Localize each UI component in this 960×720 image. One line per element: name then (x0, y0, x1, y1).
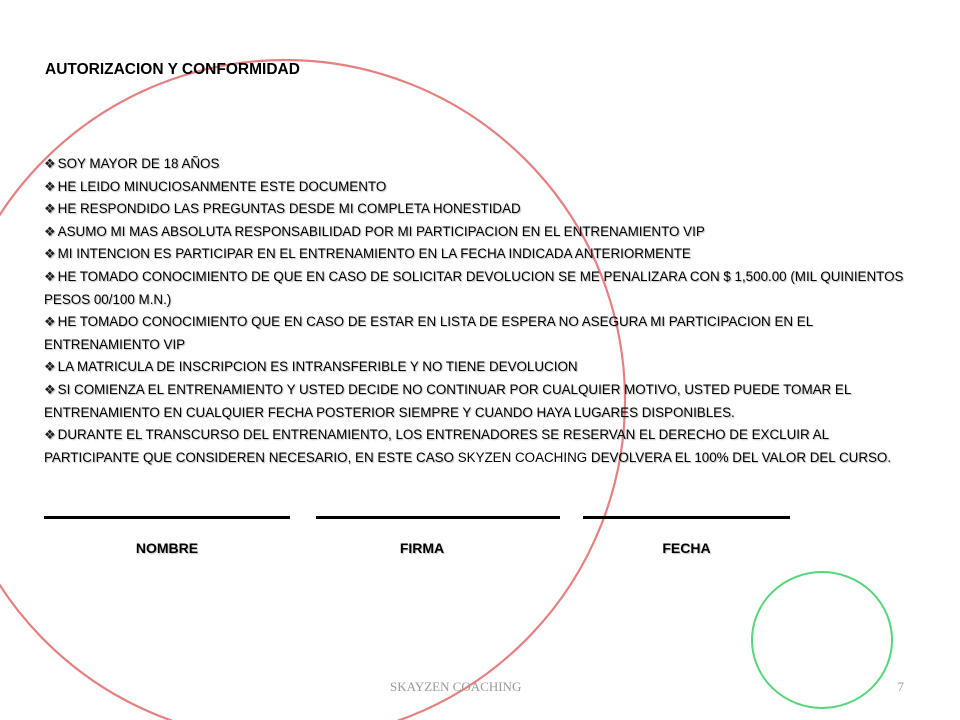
date-signature-line (583, 516, 790, 519)
name-signature-line (44, 516, 290, 519)
diamond-bullet-icon: ❖ (44, 427, 56, 443)
list-item: ❖ SI COMIENZA EL ENTRENAMIENTO Y USTED DECIDE NO CONTINUAR POR CUALQUIER MOTIVO, USTED PUEDE TOMAR EL ENTRENAMIENTO EN CUALQUIER FECHA POSTERIOR SIEMPRE Y CUANDO HAYA LUGARES DISPONIBLES. (44, 381, 851, 420)
name-label: NOMBRE (135, 540, 199, 556)
list-item: ❖ SOY MAYOR DE 18 AÑOS (44, 156, 220, 171)
footer-brand: SKAYZEN COACHING (390, 679, 522, 694)
diamond-bullet-icon: ❖ (44, 381, 56, 397)
diamond-bullet-icon: ❖ (44, 268, 56, 284)
diamond-bullet-icon: ❖ (44, 246, 56, 262)
list-item: ❖ LA MATRICULA DE INSCRIPCION ES INTRANSFERIBLE Y NO TIENE DEVOLUCION (44, 359, 578, 375)
diamond-bullet-icon: ❖ (44, 314, 56, 330)
list-item: ❖ HE LEIDO MINUCIOSANMENTE ESTE DOCUMENTO (44, 178, 387, 194)
diamond-bullet-icon: ❖ (44, 156, 56, 171)
signature-line (316, 516, 560, 519)
signature-label: FIRMA (399, 540, 445, 556)
diamond-bullet-icon: ❖ (44, 223, 56, 239)
list-item: ❖ DURANTE EL TRANSCURSO DEL ENTRENAMIENTO, LOS ENTRENADORES SE RESERVAN EL DERECHO DE EXCLUIR AL PARTICIPANTE QUE CONSIDEREN NECESARIO, EN ESTE CASO SKYZEN COACHING DEVOLVERA EL 100% DEL VALOR DEL CURSO. (44, 427, 892, 465)
conformity-list (44, 153, 914, 469)
list-item: ❖ HE TOMADO CONOCIMIENTO DE QUE EN CASO DE SOLICITAR DEVOLUCION SE ME PENALIZARA CON $ 1,500.00 (MIL QUINIENTOS PESOS 00/100 M.N.) (44, 268, 904, 307)
list-item: ❖ ASUMO MI MAS ABSOLUTA RESPONSABILIDAD POR MI PARTICIPACION EN EL ENTRENAMIENTO VIP (44, 223, 705, 239)
date-label: FECHA (662, 540, 711, 556)
brand-name: SKYZEN COACHING (457, 449, 588, 465)
list-item: ❖ HE TOMADO CONOCIMIENTO QUE EN CASO DE ESTAR EN LISTA DE ESPERA NO ASEGURA MI PARTICIPACION EN EL ENTRENAMIENTO VIP (44, 314, 813, 352)
page-number: 7 (897, 679, 904, 694)
green-circle-shape (752, 572, 892, 708)
page-title: AUTORIZACION Y CONFORMIDAD (45, 61, 300, 78)
list-item: ❖ HE RESPONDIDO LAS PREGUNTAS DESDE MI COMPLETA HONESTIDAD (44, 201, 521, 217)
diamond-bullet-icon: ❖ (44, 201, 56, 217)
diamond-bullet-icon: ❖ (44, 359, 56, 375)
list-item: ❖ MI INTENCION ES PARTICIPAR EN EL ENTRENAMIENTO EN LA FECHA INDICADA ANTERIORMENTE (44, 246, 691, 262)
diamond-bullet-icon: ❖ (44, 178, 56, 194)
